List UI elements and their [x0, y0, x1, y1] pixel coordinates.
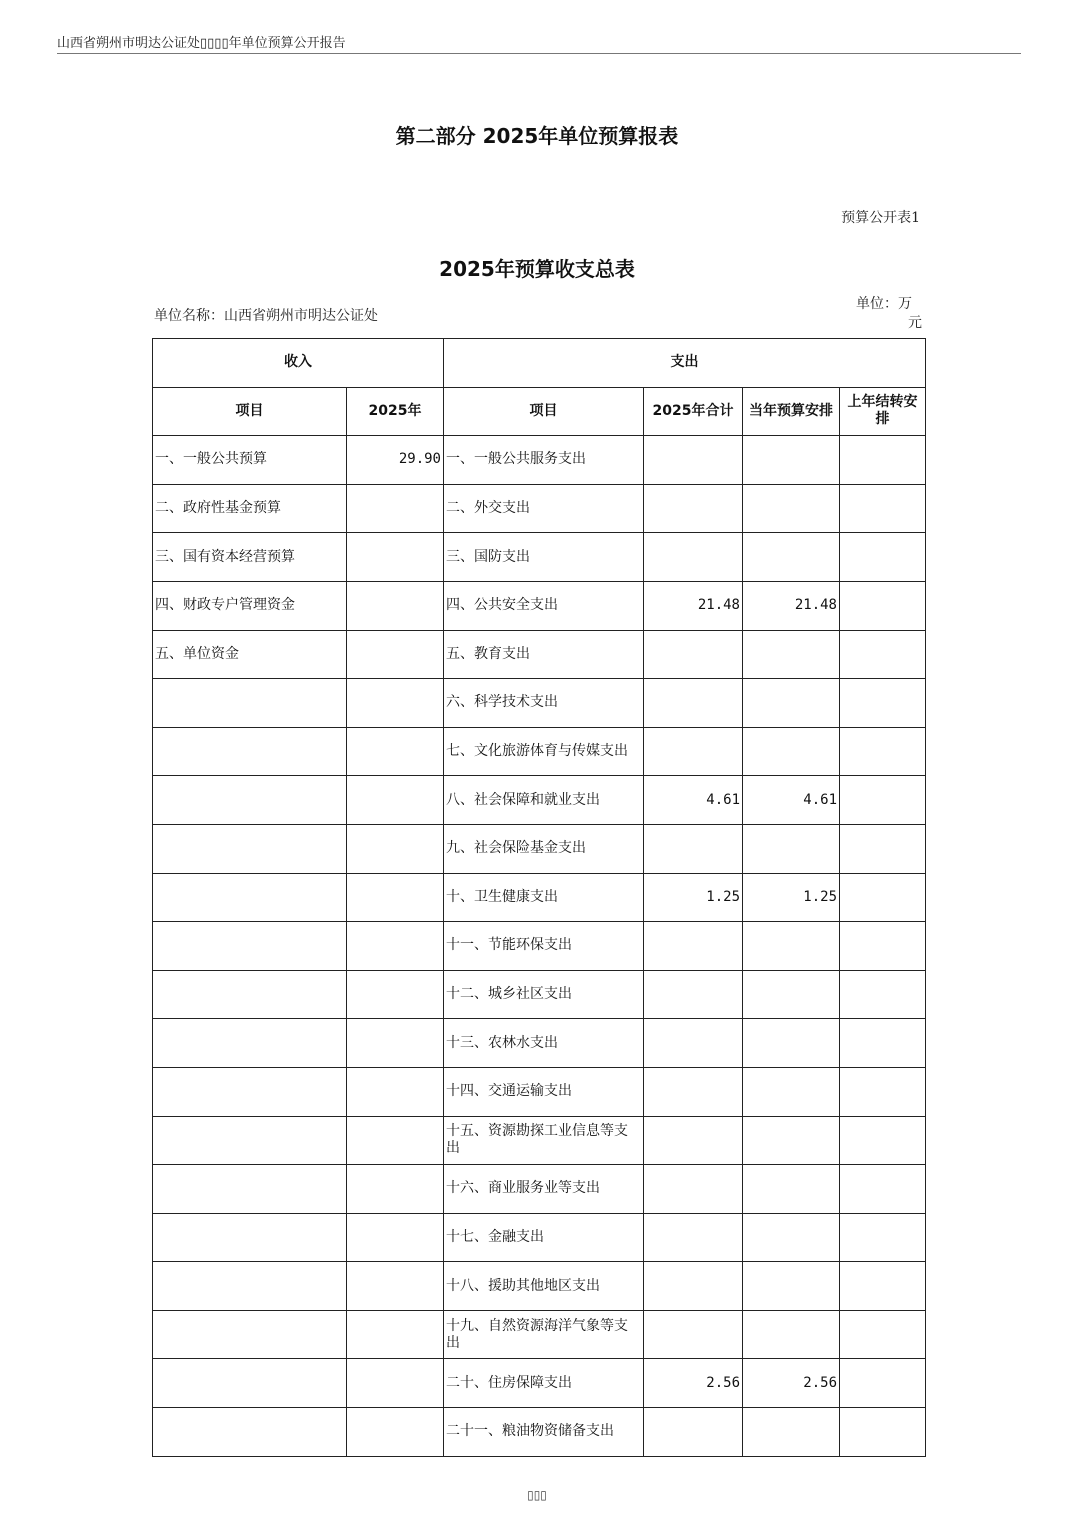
income-amount-cell — [347, 1213, 444, 1262]
expense-total-cell — [644, 1310, 743, 1359]
table-row — [153, 1116, 926, 1165]
income-item-cell — [153, 1359, 347, 1408]
table-row — [153, 1408, 926, 1457]
expense-carryover-cell — [840, 1067, 926, 1116]
expense-carryover-cell — [840, 922, 926, 971]
expense-total-cell — [644, 1116, 743, 1165]
income-amount-cell — [347, 533, 444, 582]
table-row — [153, 873, 926, 922]
expense-item-cell: 十二、城乡社区支出 — [444, 970, 644, 1019]
table-code: 预算公开表1 — [841, 210, 920, 226]
expense-total-cell: 4.61 — [644, 776, 743, 825]
expense-item-header: 项目 — [444, 387, 644, 436]
expense-carryover-cell — [840, 1116, 926, 1165]
expense-item-cell: 十、卫生健康支出 — [444, 873, 644, 922]
expense-item-cell: 二十、住房保障支出 — [444, 1359, 644, 1408]
running-header: 山西省朔州市明达公证处▯▯▯▯年单位预算公开报告 — [57, 30, 1021, 54]
expense-carryover-header: 上年结转安排 — [840, 387, 926, 436]
income-item-cell — [153, 824, 347, 873]
table-group-header-row — [153, 339, 926, 388]
section-title: 第二部分 2025年单位预算报表 — [395, 124, 679, 148]
table-row — [153, 1262, 926, 1311]
table-row — [153, 1359, 926, 1408]
income-amount-cell — [347, 922, 444, 971]
expense-group-header: 支出 — [444, 339, 926, 388]
expense-total-cell — [644, 970, 743, 1019]
expense-total-cell: 2.56 — [644, 1359, 743, 1408]
income-item-cell — [153, 1408, 347, 1457]
income-item-cell — [153, 922, 347, 971]
expense-current-cell — [743, 1019, 840, 1068]
income-item-cell — [153, 727, 347, 776]
income-item-cell — [153, 1310, 347, 1359]
income-item-cell — [153, 970, 347, 1019]
income-amount-cell — [347, 1408, 444, 1457]
expense-current-cell — [743, 1213, 840, 1262]
expense-total-cell — [644, 1067, 743, 1116]
table-row — [153, 1019, 926, 1068]
income-amount-cell — [347, 1067, 444, 1116]
expense-carryover-cell — [840, 727, 926, 776]
expense-carryover-cell — [840, 630, 926, 679]
expense-carryover-cell — [840, 581, 926, 630]
expense-current-cell — [743, 922, 840, 971]
table-row — [153, 630, 926, 679]
income-amount-cell — [347, 1116, 444, 1165]
expense-total-cell — [644, 484, 743, 533]
expense-current-cell: 21.48 — [743, 581, 840, 630]
expense-carryover-cell — [840, 1262, 926, 1311]
expense-carryover-cell — [840, 776, 926, 825]
expense-current-cell — [743, 630, 840, 679]
table-row — [153, 581, 926, 630]
income-item-cell: 五、单位资金 — [153, 630, 347, 679]
table-column-header-row — [153, 387, 926, 436]
expense-carryover-cell — [840, 873, 926, 922]
table-row — [153, 824, 926, 873]
expense-item-cell: 五、教育支出 — [444, 630, 644, 679]
expense-carryover-cell — [840, 679, 926, 728]
income-item-header: 项目 — [153, 387, 347, 436]
table-row — [153, 1213, 926, 1262]
budget-summary-table — [152, 338, 926, 1457]
expense-current-cell — [743, 727, 840, 776]
expense-current-cell — [743, 484, 840, 533]
income-amount-cell — [347, 679, 444, 728]
expense-item-cell: 六、科学技术支出 — [444, 679, 644, 728]
page-number: ▯▯▯ — [527, 1488, 547, 1502]
income-item-cell — [153, 1019, 347, 1068]
expense-carryover-cell — [840, 1359, 926, 1408]
expense-item-cell: 十九、自然资源海洋气象等支出 — [444, 1310, 644, 1359]
income-item-cell — [153, 1213, 347, 1262]
income-item-cell: 二、政府性基金预算 — [153, 484, 347, 533]
expense-item-cell: 十五、资源勘探工业信息等支出 — [444, 1116, 644, 1165]
income-item-cell: 四、财政专户管理资金 — [153, 581, 347, 630]
income-amount-cell — [347, 1359, 444, 1408]
table-body — [153, 436, 926, 1456]
expense-total-cell — [644, 1262, 743, 1311]
expense-item-cell: 八、社会保障和就业支出 — [444, 776, 644, 825]
expense-item-cell: 四、公共安全支出 — [444, 581, 644, 630]
expense-current-cell — [743, 679, 840, 728]
table-row — [153, 484, 926, 533]
income-item-cell — [153, 776, 347, 825]
expense-item-cell: 十四、交通运输支出 — [444, 1067, 644, 1116]
unit-label — [856, 295, 926, 333]
income-amount-cell — [347, 824, 444, 873]
expense-item-cell: 十七、金融支出 — [444, 1213, 644, 1262]
table-row — [153, 533, 926, 582]
income-item-cell — [153, 1067, 347, 1116]
expense-item-cell: 一、一般公共服务支出 — [444, 436, 644, 485]
table-row — [153, 1067, 926, 1116]
expense-current-cell — [743, 824, 840, 873]
expense-carryover-cell — [840, 970, 926, 1019]
expense-carryover-cell — [840, 533, 926, 582]
income-amount-cell: 29.90 — [347, 436, 444, 485]
expense-item-cell: 二十一、粮油物资储备支出 — [444, 1408, 644, 1457]
expense-total-cell — [644, 1019, 743, 1068]
unit-label-line1: 单位：万 — [856, 296, 912, 312]
income-group-header: 收入 — [153, 339, 444, 388]
table-row — [153, 970, 926, 1019]
income-amount-cell — [347, 581, 444, 630]
income-item-cell: 一、一般公共预算 — [153, 436, 347, 485]
income-amount-cell — [347, 873, 444, 922]
table-title: 2025年预算收支总表 — [439, 257, 635, 281]
income-amount-cell — [347, 1262, 444, 1311]
income-item-cell — [153, 679, 347, 728]
expense-current-cell — [743, 1408, 840, 1457]
expense-total-cell — [644, 1408, 743, 1457]
income-item-cell — [153, 1165, 347, 1214]
expense-current-cell — [743, 1262, 840, 1311]
expense-current-cell — [743, 1310, 840, 1359]
expense-carryover-cell — [840, 484, 926, 533]
expense-current-cell — [743, 1165, 840, 1214]
income-amount-cell — [347, 727, 444, 776]
expense-carryover-cell — [840, 1019, 926, 1068]
income-item-cell — [153, 1116, 347, 1165]
expense-item-cell: 二、外交支出 — [444, 484, 644, 533]
unit-label-line2: 元 — [908, 315, 922, 331]
expense-total-cell — [644, 1213, 743, 1262]
expense-current-cell — [743, 1116, 840, 1165]
expense-carryover-cell — [840, 436, 926, 485]
expense-total-cell: 1.25 — [644, 873, 743, 922]
expense-total-cell — [644, 922, 743, 971]
expense-total-cell — [644, 824, 743, 873]
expense-item-cell: 十八、援助其他地区支出 — [444, 1262, 644, 1311]
table-row — [153, 922, 926, 971]
expense-carryover-cell — [840, 1213, 926, 1262]
expense-total-cell — [644, 533, 743, 582]
unit-name: 单位名称：山西省朔州市明达公证处 — [154, 308, 378, 324]
expense-current-cell — [743, 436, 840, 485]
income-amount-cell — [347, 484, 444, 533]
expense-current-cell — [743, 1067, 840, 1116]
expense-current-cell: 4.61 — [743, 776, 840, 825]
income-amount-cell — [347, 630, 444, 679]
expense-item-cell: 九、社会保险基金支出 — [444, 824, 644, 873]
expense-total-cell — [644, 679, 743, 728]
income-amount-cell — [347, 1019, 444, 1068]
expense-item-cell: 三、国防支出 — [444, 533, 644, 582]
income-amount-cell — [347, 1310, 444, 1359]
income-amount-cell — [347, 776, 444, 825]
expense-current-cell: 1.25 — [743, 873, 840, 922]
expense-total-cell — [644, 727, 743, 776]
expense-item-cell: 十三、农林水支出 — [444, 1019, 644, 1068]
income-item-cell — [153, 1262, 347, 1311]
table-row — [153, 436, 926, 485]
expense-item-cell: 七、文化旅游体育与传媒支出 — [444, 727, 644, 776]
expense-carryover-cell — [840, 1310, 926, 1359]
table-row — [153, 679, 926, 728]
expense-item-cell: 十一、节能环保支出 — [444, 922, 644, 971]
expense-total-cell: 21.48 — [644, 581, 743, 630]
table-row — [153, 776, 926, 825]
table-row — [153, 727, 926, 776]
expense-current-cell — [743, 970, 840, 1019]
expense-total-cell — [644, 436, 743, 485]
expense-carryover-cell — [840, 824, 926, 873]
expense-total-cell — [644, 630, 743, 679]
expense-total-cell — [644, 1165, 743, 1214]
expense-current-cell — [743, 533, 840, 582]
expense-total-header: 2025年合计 — [644, 387, 743, 436]
expense-carryover-cell — [840, 1408, 926, 1457]
income-item-cell: 三、国有资本经营预算 — [153, 533, 347, 582]
expense-item-cell: 十六、商业服务业等支出 — [444, 1165, 644, 1214]
income-amount-cell — [347, 1165, 444, 1214]
expense-current-cell: 2.56 — [743, 1359, 840, 1408]
expense-carryover-cell — [840, 1165, 926, 1214]
income-amount-cell — [347, 970, 444, 1019]
expense-current-header: 当年预算安排 — [743, 387, 840, 436]
income-year-header: 2025年 — [347, 387, 444, 436]
income-item-cell — [153, 873, 347, 922]
table-row — [153, 1310, 926, 1359]
table-row — [153, 1165, 926, 1214]
